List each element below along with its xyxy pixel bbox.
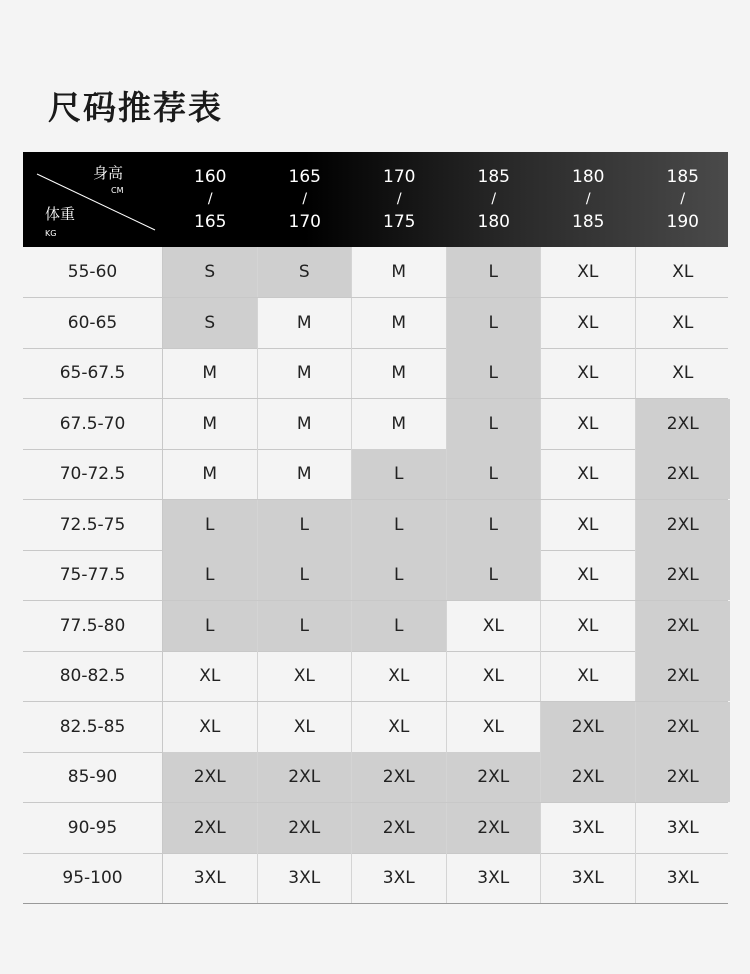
size-cell: M bbox=[352, 399, 447, 449]
size-cell: 2XL bbox=[258, 752, 353, 802]
range-bottom: 175 bbox=[383, 211, 416, 232]
table-row bbox=[23, 550, 728, 601]
height-range-header bbox=[258, 152, 353, 247]
size-cell: M bbox=[163, 399, 258, 449]
range-top: 160 bbox=[194, 166, 227, 187]
size-cell: 2XL bbox=[163, 752, 258, 802]
size-cell: 2XL bbox=[636, 550, 731, 600]
range-separator: / bbox=[585, 191, 591, 208]
size-cell: XL bbox=[352, 651, 447, 701]
weight-unit: KG bbox=[45, 229, 57, 238]
weight-range-label: 55-60 bbox=[23, 247, 163, 297]
size-cell: XL bbox=[672, 312, 694, 333]
weight-range-label: 90-95 bbox=[23, 803, 163, 853]
size-cell: 3XL bbox=[541, 853, 636, 903]
table-row bbox=[23, 702, 728, 753]
height-label: 身高 bbox=[93, 164, 124, 182]
size-cell: M bbox=[163, 348, 258, 398]
size-chart-table bbox=[23, 152, 728, 903]
range-bottom: 180 bbox=[477, 211, 510, 232]
size-cell: L bbox=[352, 601, 447, 651]
size-cell: XL bbox=[541, 247, 636, 297]
size-cell: XL bbox=[672, 262, 694, 282]
weight-label: 体重 bbox=[45, 205, 76, 223]
table-row bbox=[23, 247, 728, 298]
page-title: 尺码推荐表 bbox=[48, 88, 223, 127]
size-cell: S bbox=[258, 247, 353, 297]
table-row bbox=[23, 601, 728, 652]
size-cell: 3XL bbox=[352, 853, 447, 903]
size-cell: M bbox=[352, 298, 447, 348]
size-cell: L bbox=[352, 500, 447, 550]
range-separator: / bbox=[396, 191, 402, 208]
size-cell: 2XL bbox=[163, 803, 258, 853]
size-cell: L bbox=[447, 247, 542, 297]
size-cell: L bbox=[352, 550, 447, 600]
height-range-header bbox=[541, 152, 636, 247]
weight-range-label: 60-65 bbox=[23, 298, 163, 348]
height-unit: CM bbox=[111, 186, 124, 195]
size-cell: XL bbox=[541, 399, 636, 449]
size-cell: 2XL bbox=[352, 803, 447, 853]
table-row bbox=[23, 752, 728, 803]
size-cell: 2XL bbox=[636, 601, 731, 651]
size-cell: 2XL bbox=[636, 752, 731, 802]
range-separator: / bbox=[302, 191, 308, 208]
weight-range-label: 80-82.5 bbox=[23, 651, 163, 701]
size-cell: S bbox=[163, 247, 258, 297]
size-cell: L bbox=[258, 500, 353, 550]
size-cell: XL bbox=[352, 702, 447, 752]
size-cell: L bbox=[447, 298, 542, 348]
size-cell: 2XL bbox=[541, 752, 636, 802]
size-cell: 2XL bbox=[447, 752, 542, 802]
table-row bbox=[23, 348, 728, 399]
size-cell: L bbox=[447, 500, 542, 550]
size-cell: 2XL bbox=[636, 702, 731, 752]
header-corner-cell bbox=[23, 152, 163, 247]
size-cell: 3XL bbox=[541, 803, 636, 853]
size-cell: 2XL bbox=[636, 399, 731, 449]
size-cell: L bbox=[163, 601, 258, 651]
height-range-header bbox=[447, 152, 542, 247]
size-cell: M bbox=[258, 399, 353, 449]
size-cell: M bbox=[258, 298, 353, 348]
weight-range-label: 70-72.5 bbox=[23, 449, 163, 499]
size-cell: 2XL bbox=[541, 702, 636, 752]
size-cell: L bbox=[447, 348, 542, 398]
size-cell: XL bbox=[672, 363, 694, 383]
size-cell: 3XL bbox=[447, 853, 542, 903]
range-top: 165 bbox=[288, 166, 321, 187]
weight-range-label: 82.5-85 bbox=[23, 702, 163, 752]
size-cell: 2XL bbox=[352, 752, 447, 802]
weight-range-label: 77.5-80 bbox=[23, 601, 163, 651]
size-cell: 2XL bbox=[636, 651, 731, 701]
range-top: 185 bbox=[666, 166, 699, 187]
weight-range-label: 95-100 bbox=[23, 853, 163, 903]
range-separator: / bbox=[491, 191, 497, 208]
size-cell: XL bbox=[541, 348, 636, 398]
size-cell: M bbox=[258, 449, 353, 499]
range-separator: / bbox=[207, 191, 213, 208]
size-cell: XL bbox=[258, 651, 353, 701]
weight-range-label: 75-77.5 bbox=[23, 550, 163, 600]
size-cell: XL bbox=[541, 651, 636, 701]
size-cell: XL bbox=[541, 550, 636, 600]
size-cell: L bbox=[352, 449, 447, 499]
height-range-header bbox=[352, 152, 447, 247]
range-bottom: 165 bbox=[194, 211, 227, 232]
size-cell: L bbox=[447, 449, 542, 499]
range-top: 180 bbox=[572, 166, 605, 187]
size-cell: XL bbox=[541, 449, 636, 499]
size-cell: XL bbox=[163, 702, 258, 752]
size-cell: XL bbox=[258, 702, 353, 752]
range-bottom: 185 bbox=[572, 211, 605, 232]
size-cell: L bbox=[447, 550, 542, 600]
size-cell: 2XL bbox=[447, 803, 542, 853]
size-cell: 3XL bbox=[258, 853, 353, 903]
size-cell: XL bbox=[447, 601, 542, 651]
size-cell: L bbox=[258, 550, 353, 600]
table-row bbox=[23, 399, 728, 450]
size-cell: 3XL bbox=[666, 817, 699, 838]
table-row bbox=[23, 651, 728, 702]
table-row bbox=[23, 500, 728, 551]
size-cell: 2XL bbox=[636, 500, 731, 550]
height-range-header bbox=[636, 152, 731, 247]
range-bottom: 190 bbox=[666, 211, 699, 232]
weight-range-label: 67.5-70 bbox=[23, 399, 163, 449]
size-cell: XL bbox=[447, 702, 542, 752]
size-cell: XL bbox=[541, 298, 636, 348]
size-cell: 3XL bbox=[163, 853, 258, 903]
table-row bbox=[23, 803, 728, 854]
size-cell: XL bbox=[447, 651, 542, 701]
range-separator: / bbox=[680, 191, 686, 208]
range-bottom: 170 bbox=[288, 211, 321, 232]
table-row bbox=[23, 298, 728, 349]
size-cell: XL bbox=[541, 500, 636, 550]
size-cell: 2XL bbox=[258, 803, 353, 853]
size-cell: L bbox=[258, 601, 353, 651]
size-cell: 3XL bbox=[666, 868, 699, 888]
table-row bbox=[23, 853, 728, 904]
size-cell: M bbox=[352, 247, 447, 297]
size-cell: XL bbox=[163, 651, 258, 701]
size-cell: M bbox=[352, 348, 447, 398]
size-cell: L bbox=[447, 399, 542, 449]
size-cell: M bbox=[258, 348, 353, 398]
size-cell: XL bbox=[541, 601, 636, 651]
size-cell: L bbox=[163, 550, 258, 600]
size-cell: L bbox=[163, 500, 258, 550]
table-row bbox=[23, 449, 728, 500]
size-cell: 2XL bbox=[636, 449, 731, 499]
range-top: 185 bbox=[477, 166, 510, 187]
weight-range-label: 72.5-75 bbox=[23, 500, 163, 550]
table-header bbox=[23, 152, 728, 247]
size-cell: M bbox=[163, 449, 258, 499]
weight-range-label: 85-90 bbox=[23, 752, 163, 802]
height-range-header bbox=[163, 152, 258, 247]
weight-range-label: 65-67.5 bbox=[23, 348, 163, 398]
range-top: 170 bbox=[383, 166, 416, 187]
size-cell: S bbox=[163, 298, 258, 348]
